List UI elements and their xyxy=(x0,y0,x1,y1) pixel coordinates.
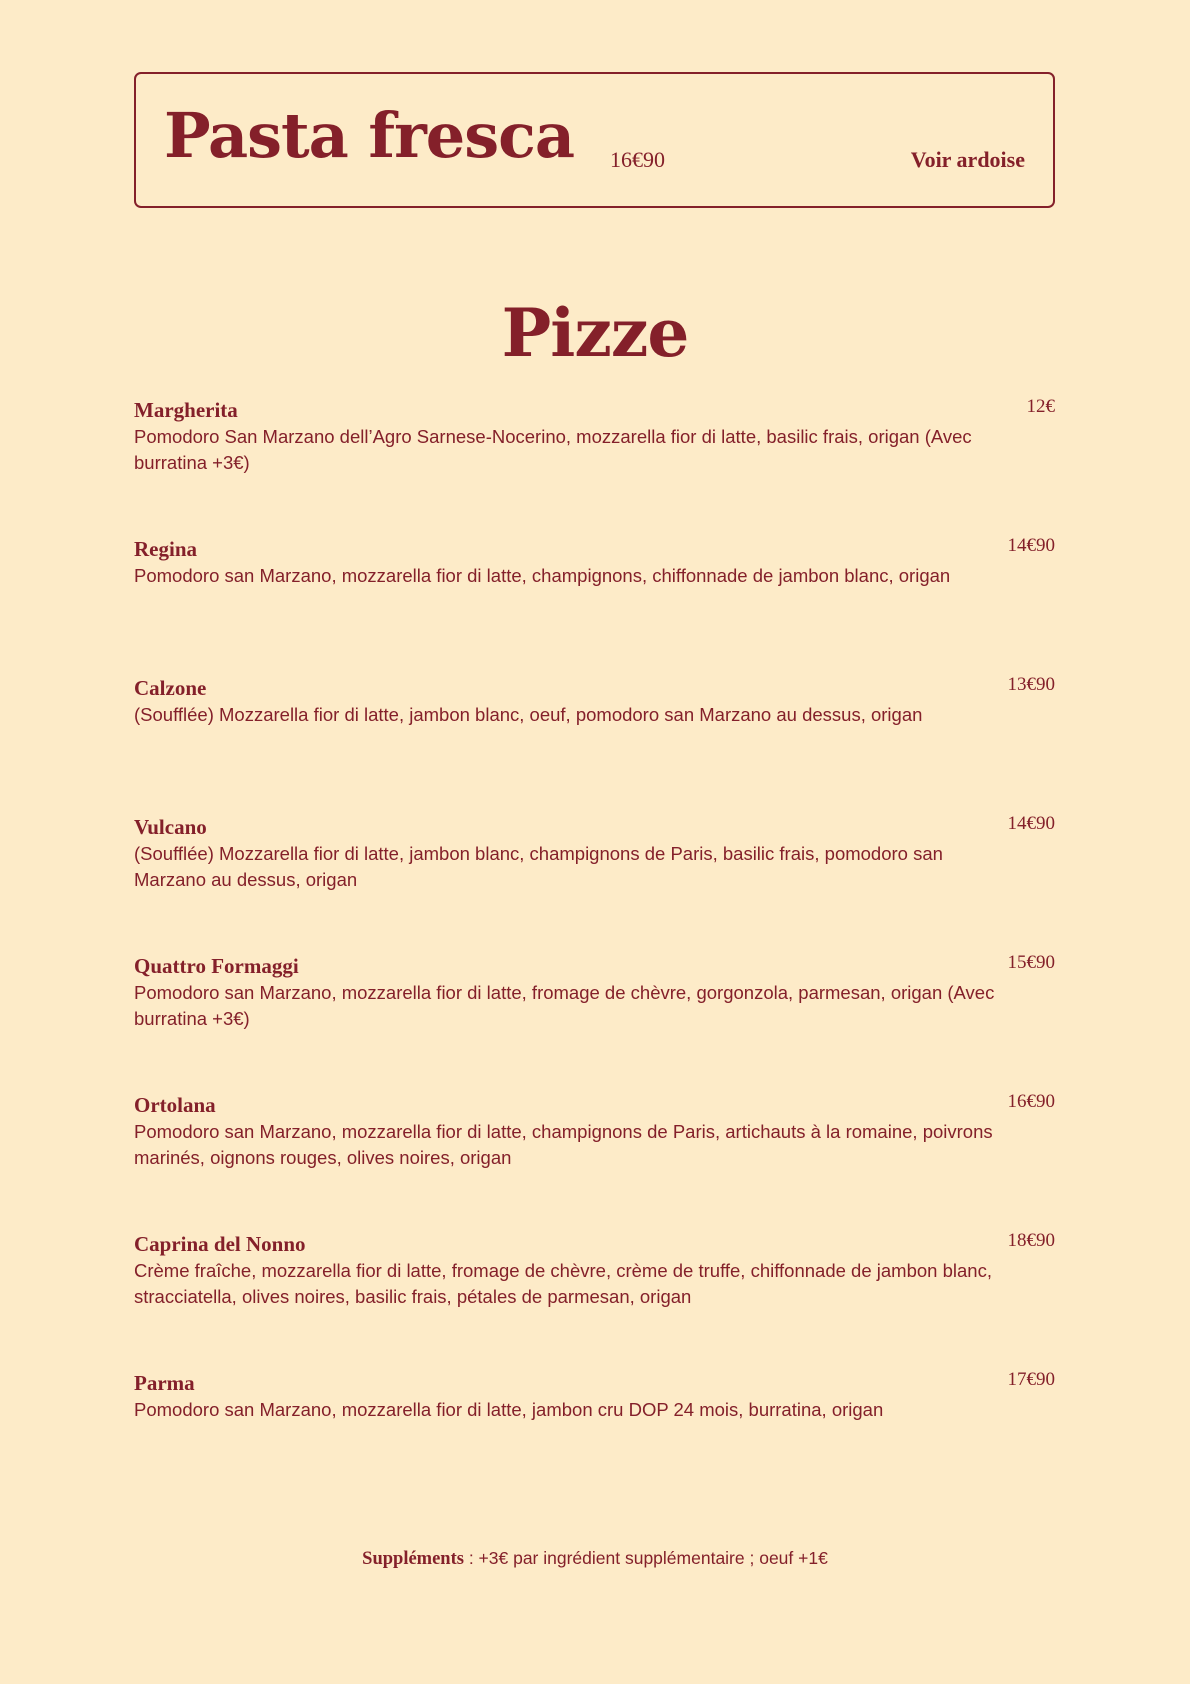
menu-item-calzone xyxy=(134,674,1055,813)
pasta-price: 16€90 xyxy=(610,147,665,172)
supplements-note xyxy=(0,1545,1190,1572)
item-description: (Soufflée) Mozzarella fior di latte, jambon blanc, champignons de Paris, basilic frais, pomodoro san Marzano au dessus, origan xyxy=(134,843,943,890)
item-name: Caprina del Nonno xyxy=(134,1232,306,1256)
item-description: Pomodoro san Marzano, mozzarella fior di latte, jambon cru DOP 24 mois, burratina, origan xyxy=(134,1399,884,1420)
section-title: Pizze xyxy=(501,294,689,372)
item-price: 18€90 xyxy=(1007,1230,1055,1251)
menu-item-margherita xyxy=(134,396,1055,535)
supplements-label: Suppléments xyxy=(362,1549,464,1569)
item-name: Vulcano xyxy=(134,815,207,839)
item-name: Regina xyxy=(134,537,197,561)
menu-item-vulcano xyxy=(134,813,1055,952)
item-name: Quattro Formaggi xyxy=(134,954,299,978)
item-name: Margherita xyxy=(134,398,238,422)
pasta-title: Pasta fresca xyxy=(164,99,575,172)
voir-ardoise-link[interactable]: Voir ardoise xyxy=(910,147,1025,172)
item-description: Pomodoro san Marzano, mozzarella fior di latte, champignons de Paris, artichauts à la romaine, poivrons marinés, oignons rouges, olives noires, origan xyxy=(134,1121,993,1168)
item-description: Pomodoro san Marzano, mozzarella fior di latte, fromage de chèvre, gorgonzola, parmesan, origan (Avec burratina +3€) xyxy=(134,982,995,1029)
item-description: Crème fraîche, mozzarella fior di latte, fromage de chèvre, crème de truffe, chiffonnade de jambon blanc, stracciatella, olives noires, basilic frais, pétales de parmesan, origan xyxy=(134,1260,992,1307)
item-description: (Soufflée) Mozzarella fior di latte, jambon blanc, oeuf, pomodoro san Marzano au dessus, origan xyxy=(134,704,923,725)
item-price: 17€90 xyxy=(1007,1369,1055,1390)
item-name: Ortolana xyxy=(134,1093,216,1117)
pasta-fresca-box xyxy=(134,72,1055,208)
item-description: Pomodoro San Marzano dell’Agro Sarnese-Nocerino, mozzarella fior di latte, basilic frais, origan (Avec burratina +3€) xyxy=(134,426,972,473)
item-price: 15€90 xyxy=(1007,952,1055,973)
menu-item-regina xyxy=(134,535,1055,674)
item-price: 14€90 xyxy=(1007,813,1055,834)
item-price: 12€ xyxy=(1026,396,1055,417)
menu-item-caprina-del-nonno xyxy=(134,1230,1055,1369)
item-name: Parma xyxy=(134,1371,195,1395)
item-description: Pomodoro san Marzano, mozzarella fior di latte, champignons, chiffonnade de jambon blanc, origan xyxy=(134,565,951,586)
pizza-menu-list xyxy=(134,396,1055,1508)
item-price: 14€90 xyxy=(1007,535,1055,556)
item-price: 13€90 xyxy=(1007,674,1055,695)
item-name: Calzone xyxy=(134,676,207,700)
supplements-text: : +3€ par ingrédient supplémentaire ; oeuf +1€ xyxy=(463,1548,828,1568)
menu-item-ortolana xyxy=(134,1091,1055,1230)
menu-item-quattro-formaggi xyxy=(134,952,1055,1091)
item-price: 16€90 xyxy=(1007,1091,1055,1112)
menu-item-parma xyxy=(134,1369,1055,1508)
